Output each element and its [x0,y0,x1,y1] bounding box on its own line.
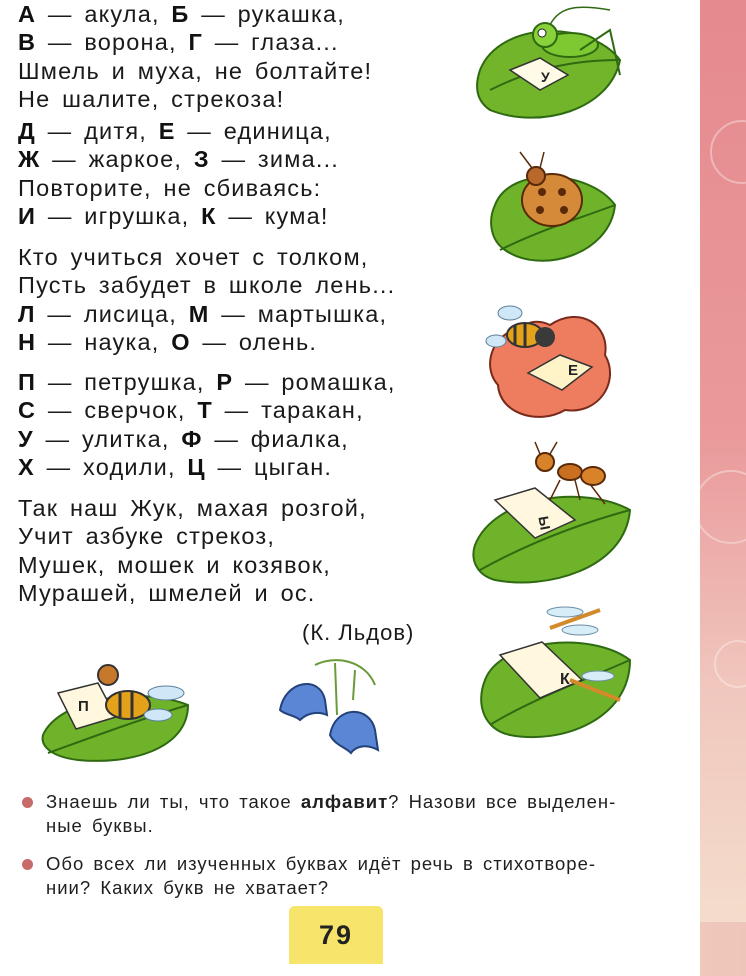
line-text: — сверчок, [36,397,198,424]
line-text: — зима... [209,146,340,173]
highlighted-letter: Н [18,329,37,356]
line-text: — лисица, [35,300,189,327]
ant-on-leaf-illustration [465,440,640,595]
beetle-icon [520,152,582,226]
question-text: ные буквы. [46,815,154,836]
bee-on-flower-illustration [480,295,620,430]
line-text: — дитя, [35,118,159,144]
line-text: — глаза... [203,29,339,56]
line-text: — мартышка, [209,300,388,327]
poem-line [18,453,396,481]
line-text: — фиалка, [202,425,349,452]
line-text: — ходили, [34,454,188,481]
line-text: — кума! [216,203,329,230]
poem-line [18,271,395,299]
bullet-icon [22,859,33,870]
poem-stanza [18,368,396,482]
book-letter: Е [568,362,579,379]
highlighted-letter: П [18,369,37,395]
question-text: Обо всех ли изученных буквах идёт речь в стихотворе- [46,853,597,874]
line-text: — жаркое, [40,146,194,173]
line-text: — рукашка, [189,1,345,27]
book-letter: К [560,671,570,688]
line-text: — олень. [190,329,318,356]
highlighted-letter: Л [18,300,36,327]
dragonfly-on-leaf-illustration [470,600,645,750]
ladybug-on-leaf-illustration [480,150,620,280]
poem-line [18,145,339,173]
poem-line [18,85,372,113]
question-text: ? Назови все выделен- [388,791,617,812]
highlighted-letter: Е [158,118,176,144]
page-number: 79 [318,920,354,950]
bullet-icon [22,797,33,808]
highlighted-letter: Х [18,454,35,481]
line-text: — цыган. [205,454,333,481]
line-text: — единица, [175,118,332,144]
question [18,790,688,838]
line-text: — петрушка, [36,369,217,395]
poem-line [18,202,339,230]
highlighted-letter: А [18,1,37,27]
bellflower-illustration [275,655,390,760]
line-text: — ворона, [36,29,189,56]
highlighted-letter: В [18,29,37,56]
poem-line [18,522,367,550]
poem-author: (К. Льдов) [302,620,415,645]
right-margin-decoration [700,0,746,976]
line-text: — акула, [36,1,172,27]
book-letter: Ы [535,514,554,532]
highlighted-letter: Г [188,29,203,56]
highlighted-letter: Б [171,1,190,27]
grasshopper-on-leaf-illustration [470,0,630,140]
poem-line [18,28,372,56]
highlighted-letter: Р [216,369,234,395]
questions-section [18,790,688,900]
line-text: Кто учиться хочет с толком, [18,244,369,270]
highlighted-letter: З [193,146,210,173]
poem-stanza [18,0,372,114]
highlighted-letter: К [201,203,217,230]
poem-line [18,494,367,522]
poem-line [18,243,395,271]
highlighted-letter: Т [197,397,213,424]
highlighted-term: алфавит [300,791,389,812]
poem-stanza [18,117,339,231]
poem-line [18,300,395,328]
line-text: — ромашка, [233,369,396,395]
line-text: Пусть забудет в школе лень... [18,272,396,299]
highlighted-letter: У [18,425,34,452]
line-text: — таракан, [212,397,364,424]
poem-line [18,328,395,356]
poem-stanza [18,494,367,608]
question-text: Знаешь ли ты, что такое [46,791,301,812]
highlighted-letter: Ц [187,454,206,481]
highlighted-letter: Д [18,118,36,144]
line-text: — наука, [36,329,172,356]
poem-line [18,551,367,579]
line-text: Так наш Жук, махая розгой, [18,495,367,521]
poem-line [18,174,339,202]
highlighted-letter: О [171,329,191,356]
line-text: — улитка, [33,425,182,452]
highlighted-letter: М [188,300,210,327]
book-letter: У [541,69,550,85]
bee-icon [98,665,184,721]
line-text: Мурашей, шмелей и ос. [18,580,316,607]
highlighted-letter: Ф [181,425,203,452]
poem-line [18,396,396,424]
line-text: Мушек, мошек и козявок, [18,551,332,578]
poem-stanza [18,243,395,357]
question [18,852,688,900]
highlighted-letter: С [18,397,37,424]
line-text: Шмель и муха, не болтайте! [18,57,373,84]
highlighted-letter: Ж [18,146,41,173]
line-text: Повторите, не сбиваясь: [18,174,322,201]
book-letter: П [78,698,89,715]
ant-icon [535,442,605,504]
poem-line [18,0,372,28]
line-text: — игрушка, [36,203,202,230]
question-text: нии? Каких букв не хватает? [46,877,330,898]
bee-on-leaf-illustration [38,645,198,765]
poem-line [18,368,396,396]
poem-line [18,57,372,85]
highlighted-letter: И [18,203,37,230]
line-text: Не шалите, стрекоза! [18,86,285,113]
poem-line [18,579,367,607]
poem-line [18,425,396,453]
poem-line [18,117,339,145]
line-text: Учит азбуке стрекоз, [18,523,276,550]
